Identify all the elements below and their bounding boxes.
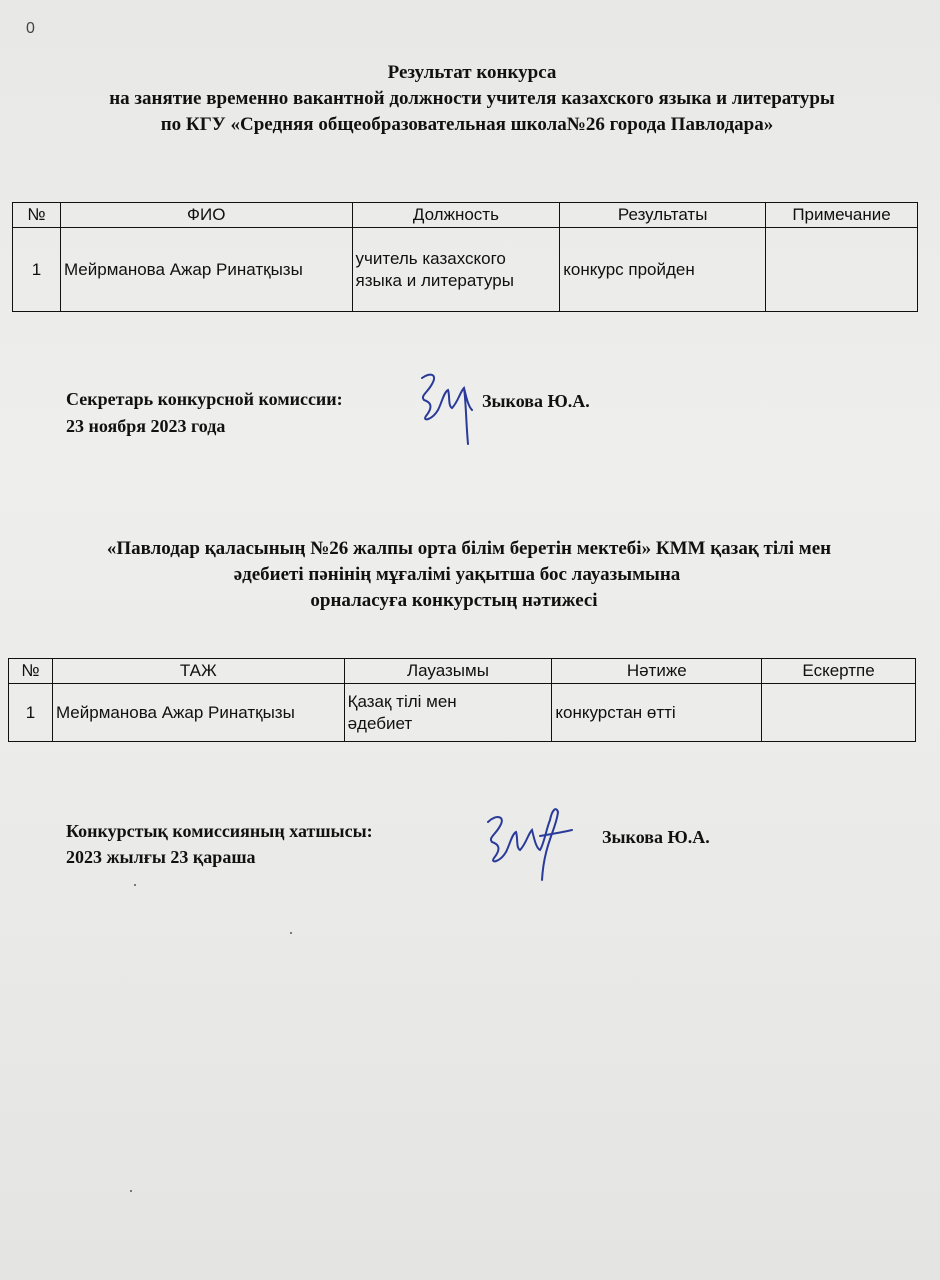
kz-title (0, 536, 940, 614)
col-header-taj: ТАЖ (52, 659, 344, 684)
ru-title-line-2: на занятие временно вакантной должности учителя казахского языка и литературы (109, 88, 835, 109)
ru-secretary-name: Зыкова Ю.А. (482, 391, 590, 411)
paper-speck (130, 1190, 132, 1192)
cell-position-line-2: языка и литературы (355, 270, 514, 290)
cell-result: конкурстан өтті (552, 684, 762, 742)
table-row (9, 684, 916, 742)
kz-secretary-label: Конкурстық комиссияның хатшысы: (66, 821, 373, 841)
ru-date: 23 ноября 2023 года (66, 416, 226, 436)
paper-speck (134, 884, 136, 886)
cell-num: 1 (9, 684, 53, 742)
col-header-fio: ФИО (60, 203, 352, 228)
paper-speck (290, 932, 292, 934)
kz-date: 2023 жылғы 23 қараша (66, 847, 256, 867)
col-header-num: № (13, 203, 61, 228)
kz-title-line-3: орналасуға конкурстың нәтижесі (310, 590, 598, 611)
table-row (13, 228, 918, 312)
cell-name: Мейрманова Ажар Ринатқызы (52, 684, 344, 742)
ru-title-line-1: Результат конкурса (387, 62, 557, 83)
ru-secretary-label: Секретарь конкурсной комиссии: (66, 389, 343, 409)
col-header-note: Примечание (766, 203, 918, 228)
cell-position-line-1: учитель казахского (355, 248, 506, 268)
col-header-lauazymy: Лауазымы (344, 659, 552, 684)
kz-title-line-2: әдебиеті пәнінің мұғалімі уақытша бос лауазымына (233, 564, 681, 585)
cell-result: конкурс пройден (560, 228, 766, 312)
col-header-eskertpe: Ескертпе (762, 659, 916, 684)
kz-results-table (8, 658, 916, 742)
cell-position (352, 228, 560, 312)
kz-title-line-1: «Павлодар қаласының №26 жалпы орта білім беретін мектебі» КММ қазақ тілі мен (106, 538, 832, 559)
cell-position-line-2: әдебиет (347, 713, 413, 733)
signature-mark-kz (480, 800, 580, 884)
signature-mark-ru (412, 362, 492, 448)
kz-secretary-name: Зыкова Ю.А. (602, 827, 710, 847)
cell-num: 1 (13, 228, 61, 312)
cell-position-line-1: Қазақ тілі мен (347, 691, 457, 711)
col-header-position: Должность (352, 203, 560, 228)
ru-title-line-3: по КГУ «Средняя общеобразовательная школа№26 города Павлодара» (160, 114, 774, 135)
corner-mark: 0 (26, 20, 35, 37)
table-header-row (9, 659, 916, 684)
cell-note (766, 228, 918, 312)
cell-note (762, 684, 916, 742)
cell-position (344, 684, 552, 742)
ru-results-table (12, 202, 918, 312)
ru-title (0, 60, 940, 138)
table-header-row (13, 203, 918, 228)
col-header-num: № (9, 659, 53, 684)
col-header-natizhe: Нәтиже (552, 659, 762, 684)
col-header-results: Результаты (560, 203, 766, 228)
cell-name: Мейрманова Ажар Ринатқызы (60, 228, 352, 312)
